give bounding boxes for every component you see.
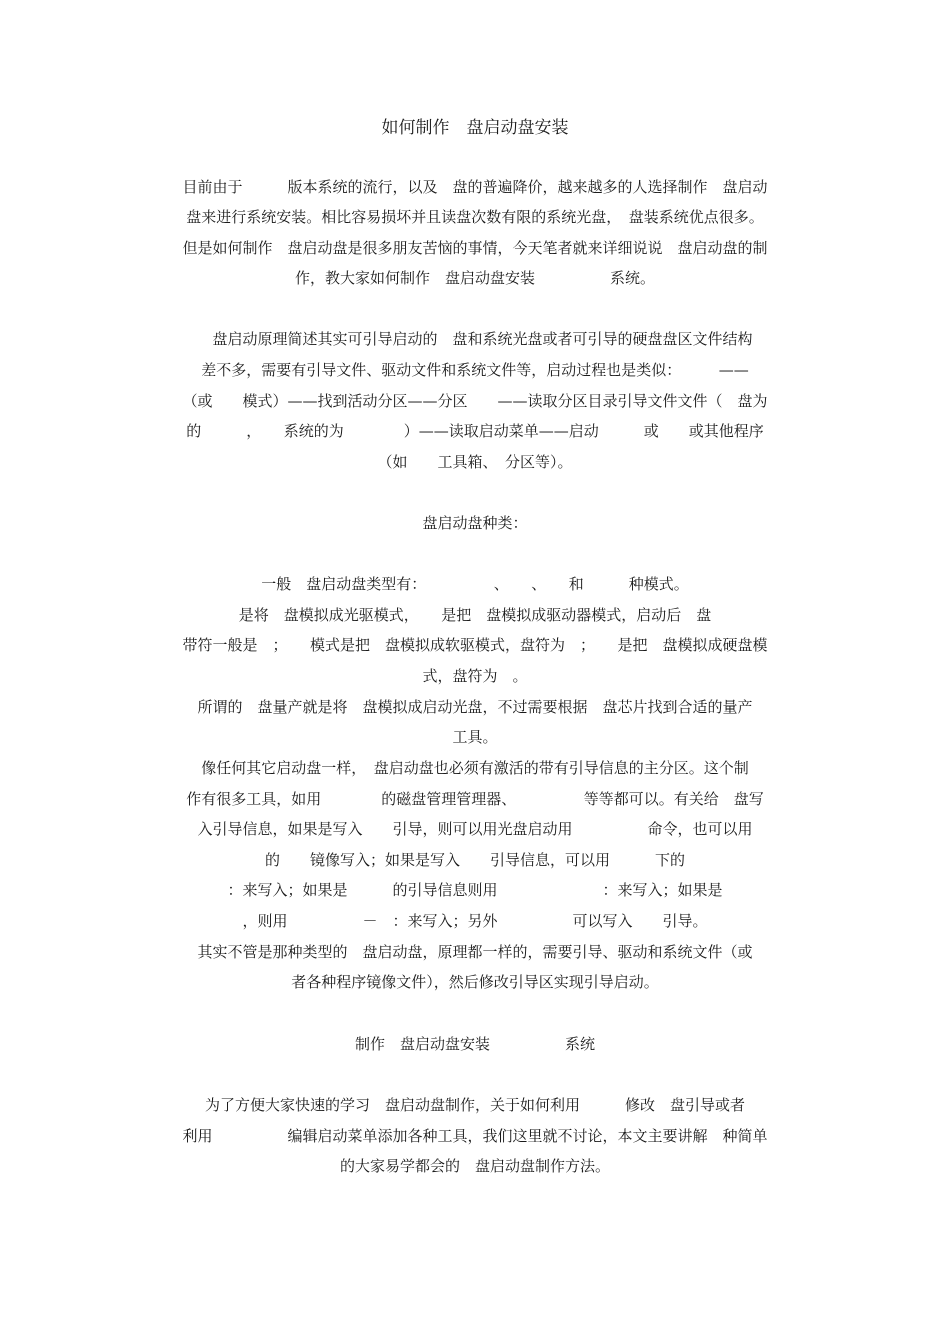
principle-line: （如 工具箱、 分区等）。 [377, 453, 573, 471]
types-line: 是将 盘模拟成光驱模式， 是把 盘模拟成驱动器模式，启动后 盘 [238, 606, 712, 624]
types-line: 工具。 [452, 728, 498, 746]
types-line: 像任何其它启动盘一样， 盘启动盘也必须有激活的带有引导信息的主分区。这个制 [201, 759, 749, 777]
types-heading: 盘启动盘种类： [422, 514, 528, 532]
types-line: 所谓的 盘量产就是将 盘模拟成启动光盘，不过需要根据 盘芯片找到合适的量产 [197, 698, 753, 716]
intro-line: 目前由于 版本系统的流行，以及 盘的普遍降价，越来越多的人选择制作 盘启动 [182, 178, 768, 196]
types-line: 带符一般是 ； 模式是把 盘模拟成软驱模式，盘符为 ； 是把 盘模拟成硬盘模 [182, 636, 768, 654]
intro-line: 盘来进行系统安装。相比容易损坏并且读盘次数有限的系统光盘， 盘装系统优点很多。 [186, 208, 764, 226]
types-line: ，则用 － ：来写入；另外 可以写入 引导。 [242, 912, 708, 930]
principle-line: 的 ， 系统的为 ）——读取启动菜单——启动 或 或其他程序 [186, 422, 764, 440]
intro-line: 作，教大家如何制作 盘启动盘安装 系统。 [294, 269, 655, 287]
types-line: 其实不管是那种类型的 盘启动盘，原理都一样的，需要引导、驱动和系统文件（或 [197, 943, 753, 961]
principle-line: 盘启动原理简述其实可引导启动的 盘和系统光盘或者可引导的硬盘盘区文件结构 [197, 330, 753, 348]
page-title: 如何制作 盘启动盘安装 [381, 118, 569, 138]
intro-line: 但是如何制作 盘启动盘是很多朋友苦恼的事情，今天笔者就来详细说说 盘启动盘的制 [182, 239, 768, 257]
install-heading: 制作 盘启动盘安装 系统 [354, 1035, 595, 1053]
principle-line: 差不多，需要有引导文件、驱动文件和系统文件等，启动过程也是类似： —— [201, 361, 749, 379]
types-line: 式，盘符为 。 [422, 667, 528, 685]
install-line: 利用 编辑启动菜单添加各种工具，我们这里就不讨论，本文主要讲解 种简单 [182, 1127, 768, 1145]
types-line: 作有很多工具，如用 的磁盘管理管理器、 等等都可以。有关给 盘写 [186, 790, 764, 808]
types-line: 入引导信息，如果是写入 引导，则可以用光盘启动用 命令，也可以用 [197, 820, 753, 838]
types-line: 者各种程序镜像文件），然后修改引导区实现引导启动。 [291, 973, 659, 991]
install-line: 为了方便大家快速的学习 盘启动盘制作，关于如何利用 修改 盘引导或者 [204, 1096, 745, 1114]
install-line: 的大家易学都会的 盘启动盘制作方法。 [339, 1157, 610, 1175]
types-line: ：来写入；如果是 的引导信息则用 ：来写入；如果是 [227, 881, 723, 899]
types-line: 的 镜像写入；如果是写入 引导信息，可以用 下的 [264, 851, 685, 869]
types-line: 一般 盘启动盘类型有： 、 、 和 种模式。 [261, 575, 689, 593]
principle-line: （或 模式）——找到活动分区——分区 ——读取分区目录引导文件文件（ 盘为 [182, 392, 768, 410]
